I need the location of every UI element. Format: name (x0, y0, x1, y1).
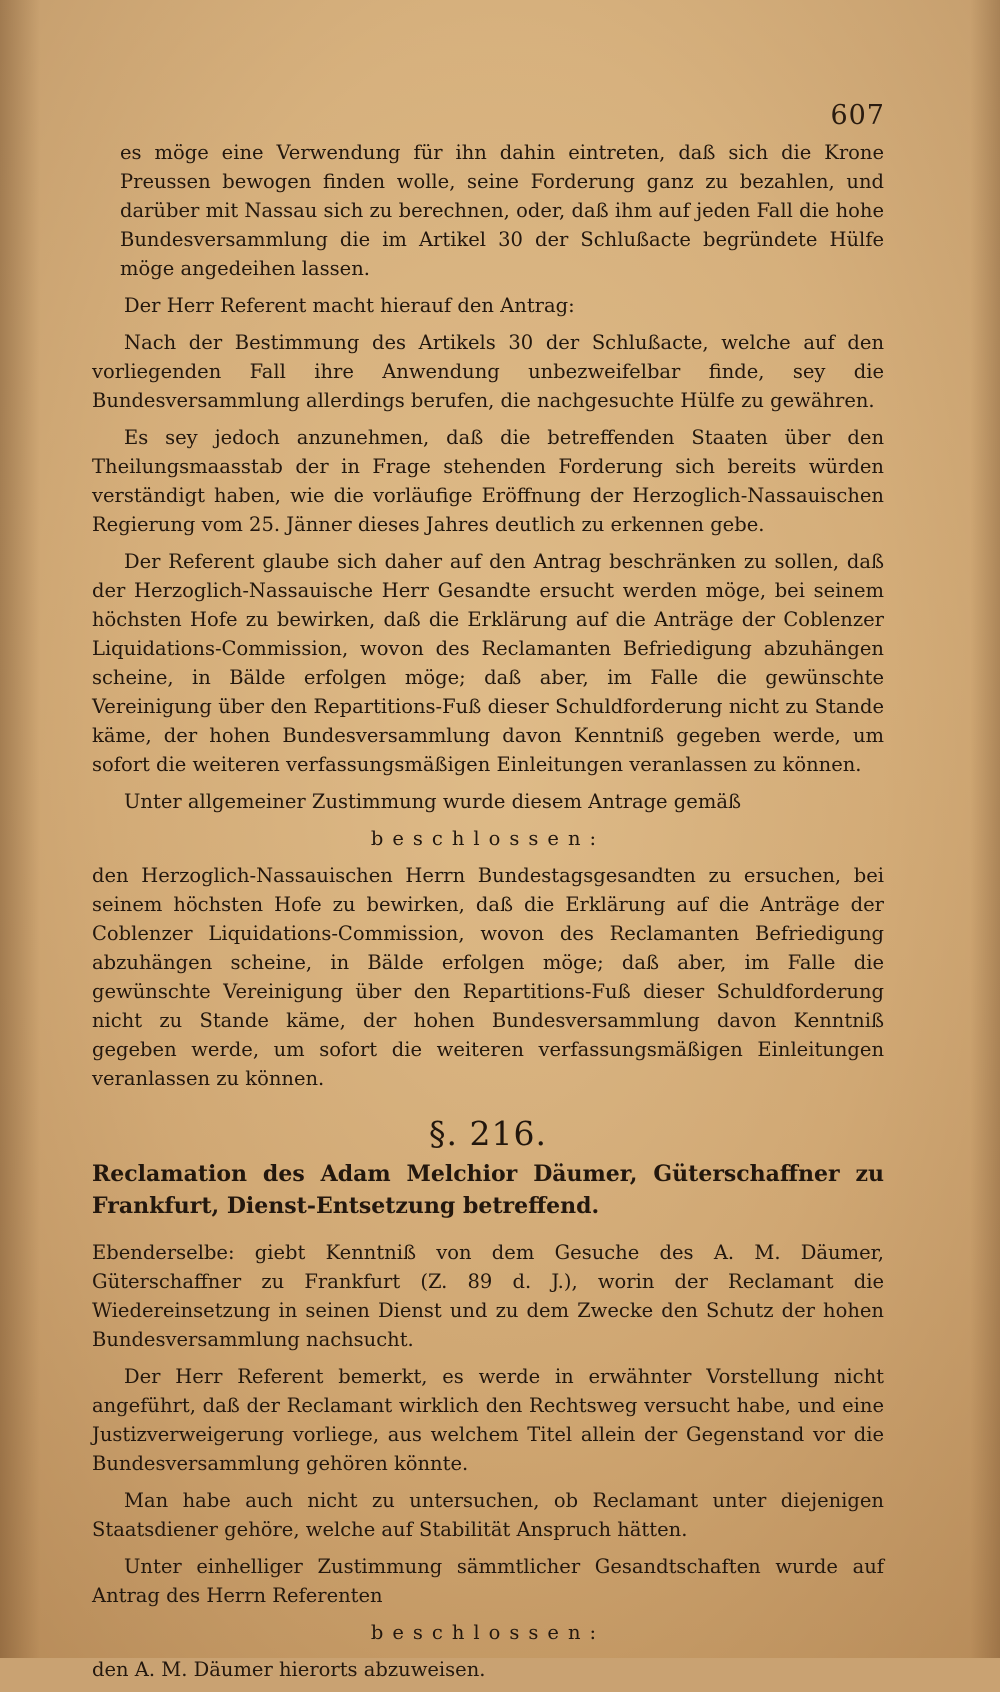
resolution-text: den Herzoglich-Nassauischen Herrn Bundestagsgesandten zu ersuchen, bei seinem höchsten Hofe zu bewirken, daß die Erklärung auf die Anträge der Coblenzer Liquidations-Commission, wovon des Reclamanten Befriedigung abzuhängen scheine, in Bälde erfolgen möge; daß aber, im Falle die gewünschte Vereinigung über den Repartitions-Fuß dieser Schuldforderung nicht zu Stande käme, der hohen Bundesversammlung davon Kenntniß gegeben werde, um sofort die weiteren verfassungsmäßigen Einleitungen veranlassen zu können. (92, 864, 884, 1090)
resolution-label: beschlossen: (370, 827, 606, 850)
motion-paragraph-2: Es sey jedoch anzunehmen, daß die betreffenden Staaten über den Theilungsmaasstab der in Frage stehenden Forderung sich bereits würden verständigt haben, wie die vorläufige Eröffnung der Herzoglich-Nassauischen Regierung vom 25. Jänner dieses Jahres deutlich zu erkennen gebe. (92, 426, 884, 536)
section-paragraph-1: Ebenderselbe: giebt Kenntniß von dem Gesuche des A. M. Däumer, Güterschaffner zu Frankfurt (Z. 89 d. J.), worin der Reclamant die Wiedereinsetzung in seinen Dienst und zu dem Zwecke den Schutz der hohen Bundesversammlung nachsucht. (92, 1241, 884, 1351)
section-heading: §. 216. (429, 1114, 547, 1153)
section-approval-statement: Unter einhelliger Zustimmung sämmtlicher Gesandtschaften wurde auf Antrag des Herrn Referenten (92, 1555, 884, 1607)
motion-paragraph-3: Der Referent glaube sich daher auf den Antrag beschränken zu sollen, daß der Herzoglich-Nassauische Herr Gesandte ersucht werden möge, bei seinem höchsten Hofe zu bewirken, daß die Erklärung auf die Anträge der Coblenzer Liquidations-Commission, wovon des Reclamanten Befriedigung abzuhängen scheine, in Bälde erfolgen möge; daß aber, im Falle die gewünschte Vereinigung über den Repartitions-Fuß dieser Schuldforderung nicht zu Stande käme, der hohen Bundesversammlung davon Kenntniß gegeben werde, um sofort die weiteren verfassungsmäßigen Einleitungen veranlassen zu können. (92, 550, 884, 776)
section-resolution-label: beschlossen: (370, 1621, 606, 1644)
continued-paragraph: es möge eine Verwendung für ihn dahin eintreten, daß sich die Krone Preussen bewogen finden wolle, seine Forderung ganz zu bezahlen, und darüber mit Nassau sich zu berechnen, oder, daß ihm auf jeden Fall die hohe Bundesversammlung die im Artikel 30 der Schlußacte begründete Hülfe möge angedeihen lassen. (120, 141, 884, 280)
section-paragraph-2: Der Herr Referent bemerkt, es werde in erwähnter Vorstellung nicht angeführt, daß der Reclamant wirklich den Rechtsweg versucht habe, und eine Justizverweigerung vorliege, aus welchem Titel allein der Gegenstand vor die Bundesversammlung gehören könnte. (92, 1365, 884, 1475)
referent-motion-intro: Der Herr Referent macht hierauf den Antrag: (124, 294, 575, 317)
section-paragraph-3: Man habe auch nicht zu untersuchen, ob Reclamant unter diejenigen Staatsdiener gehöre, welche auf Stabilität Anspruch hätten. (92, 1489, 884, 1541)
page-body (92, 138, 884, 1692)
page-number: 607 (830, 100, 885, 131)
section-title: Reclamation des Adam Melchior Däumer, Güterschaffner zu Frankfurt, Dienst-Entsetzung betreffend. (92, 1161, 884, 1219)
approval-statement: Unter allgemeiner Zustimmung wurde diesem Antrage gemäß (124, 790, 741, 813)
motion-paragraph-1: Nach der Bestimmung des Artikels 30 der Schlußacte, welche auf den vorliegenden Fall ihre Anwendung unbezweifelbar finde, sey die Bundesversammlung allerdings berufen, die nachgesuchte Hülfe zu gewähren. (92, 331, 884, 412)
section-resolution-text: den A. M. Däumer hierorts abzuweisen. (92, 1658, 486, 1681)
